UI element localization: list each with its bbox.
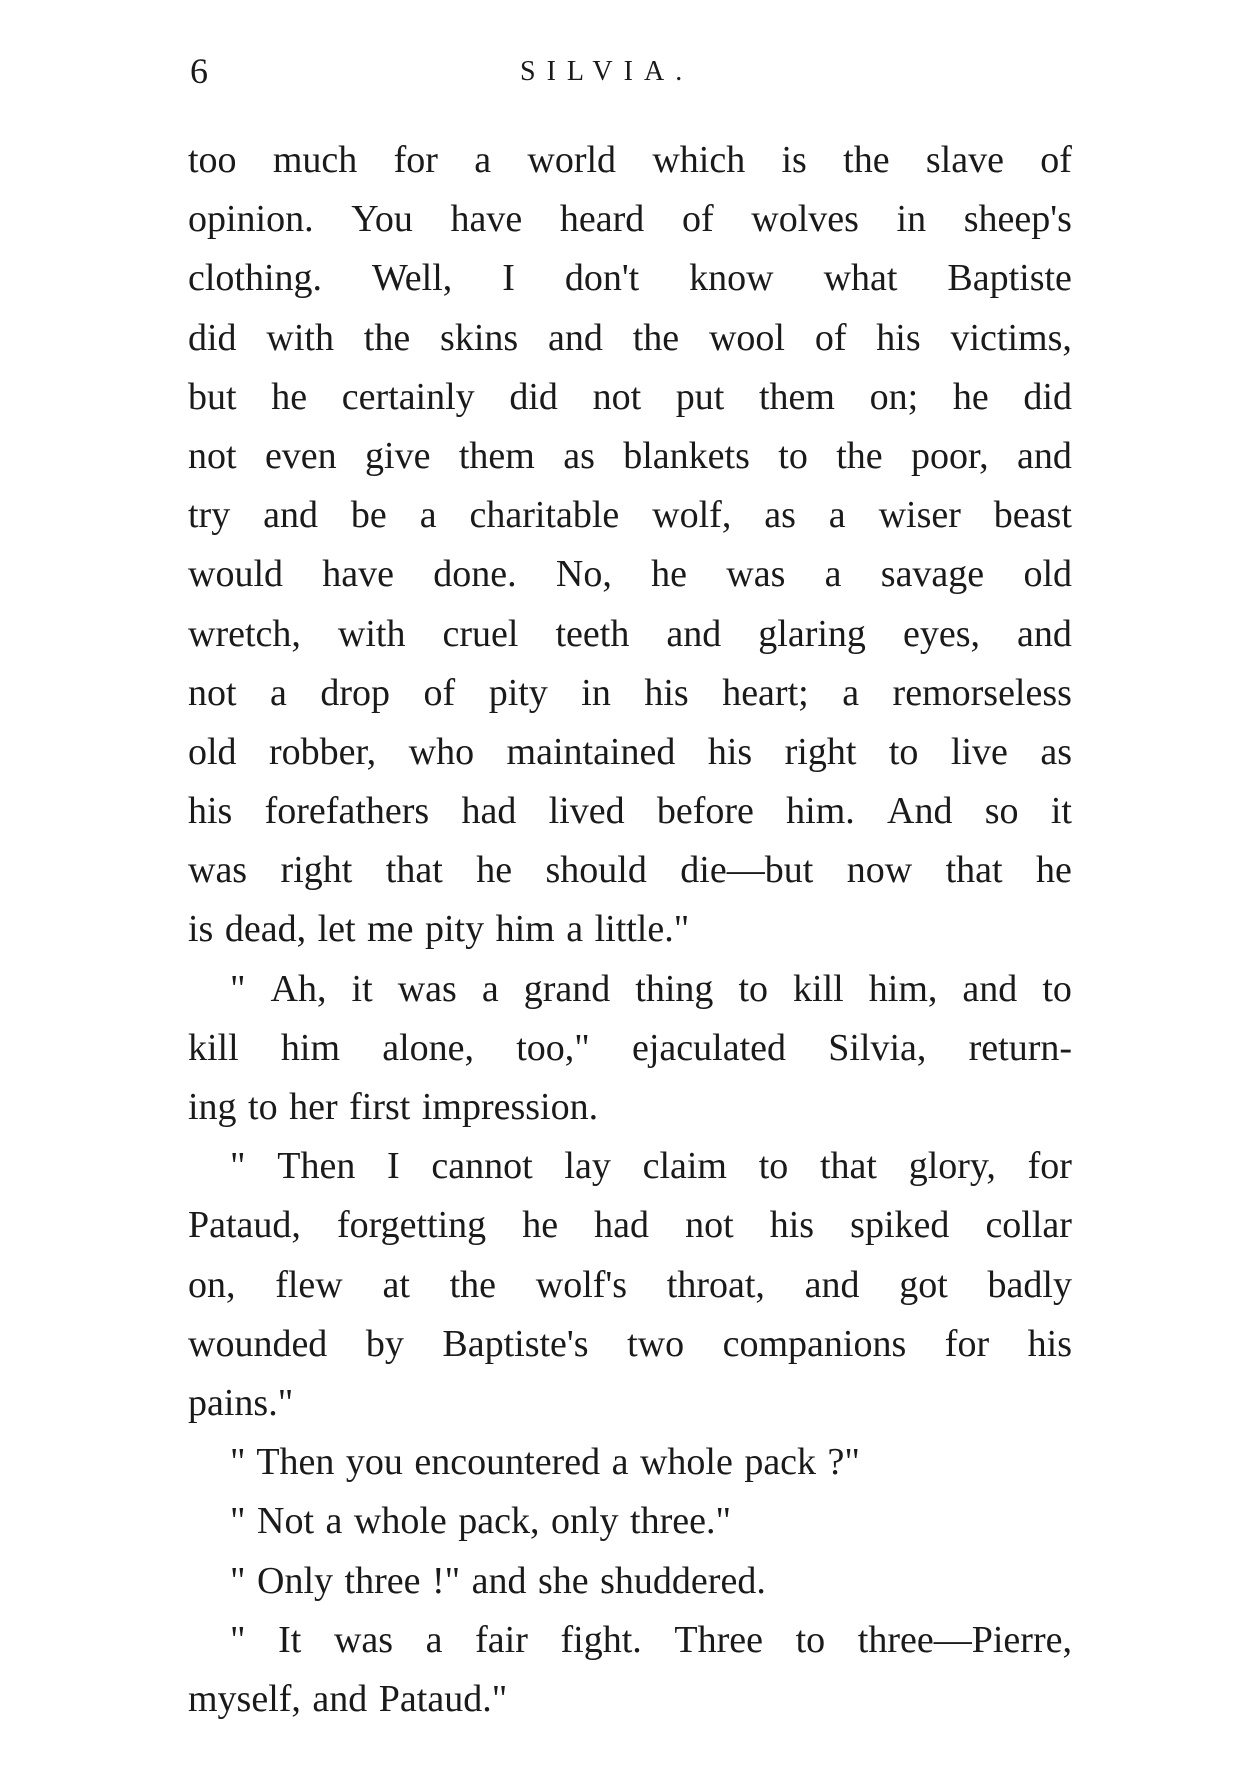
page-number: 6 xyxy=(190,51,208,91)
text-line: his forefathers had lived before him. And so it xyxy=(188,790,1072,833)
text-line: kill him alone, too," ejaculated Silvia, return- xyxy=(188,1026,1072,1069)
text-line: wretch, with cruel teeth and glaring eyes, and xyxy=(188,612,1072,655)
text-line: is dead, let me pity him a little." xyxy=(188,908,690,951)
text-line: not a drop of pity in his heart; a remorseless xyxy=(188,671,1072,714)
text-line: " Only three !" and she shuddered. xyxy=(230,1559,766,1602)
text-line: would have done. No, he was a savage old xyxy=(188,553,1072,596)
text-line: clothing. Well, I don't know what Baptiste xyxy=(188,257,1072,300)
text-line: " Ah, it was a grand thing to kill him, and to xyxy=(230,967,1072,1010)
text-line: ing to her first impression. xyxy=(188,1086,599,1128)
text-line: too much for a world which is the slave of xyxy=(188,139,1072,181)
text-line: was right that he should die—but now that he xyxy=(188,849,1072,892)
text-line: try and be a charitable wolf, as a wiser beast xyxy=(188,494,1072,537)
running-head: SILVIA. xyxy=(520,56,694,87)
text-line: Pataud, forgetting he had not his spiked collar xyxy=(188,1204,1072,1247)
text-line: opinion. You have heard of wolves in sheep's xyxy=(188,198,1072,241)
text-line: did with the skins and the wool of his victims, xyxy=(188,316,1072,359)
text-line: but he certainly did not put them on; he did xyxy=(188,375,1072,418)
text-line: " It was a fair fight. Three to three—Pierre, xyxy=(230,1618,1072,1661)
text-line: on, flew at the wolf's throat, and got badly xyxy=(188,1263,1072,1306)
text-line: pains." xyxy=(188,1381,294,1424)
text-line: wounded by Baptiste's two companions for his xyxy=(188,1322,1072,1365)
text-line: not even give them as blankets to the poor, and xyxy=(188,434,1072,477)
text-line: " Then you encountered a whole pack ?" xyxy=(230,1441,860,1484)
body-text xyxy=(188,131,1072,1729)
text-line: myself, and Pataud." xyxy=(188,1677,508,1720)
text-line: " Then I cannot lay claim to that glory, for xyxy=(230,1145,1072,1188)
text-line: old robber, who maintained his right to live as xyxy=(188,730,1072,773)
text-line: " Not a whole pack, only three." xyxy=(230,1500,731,1543)
